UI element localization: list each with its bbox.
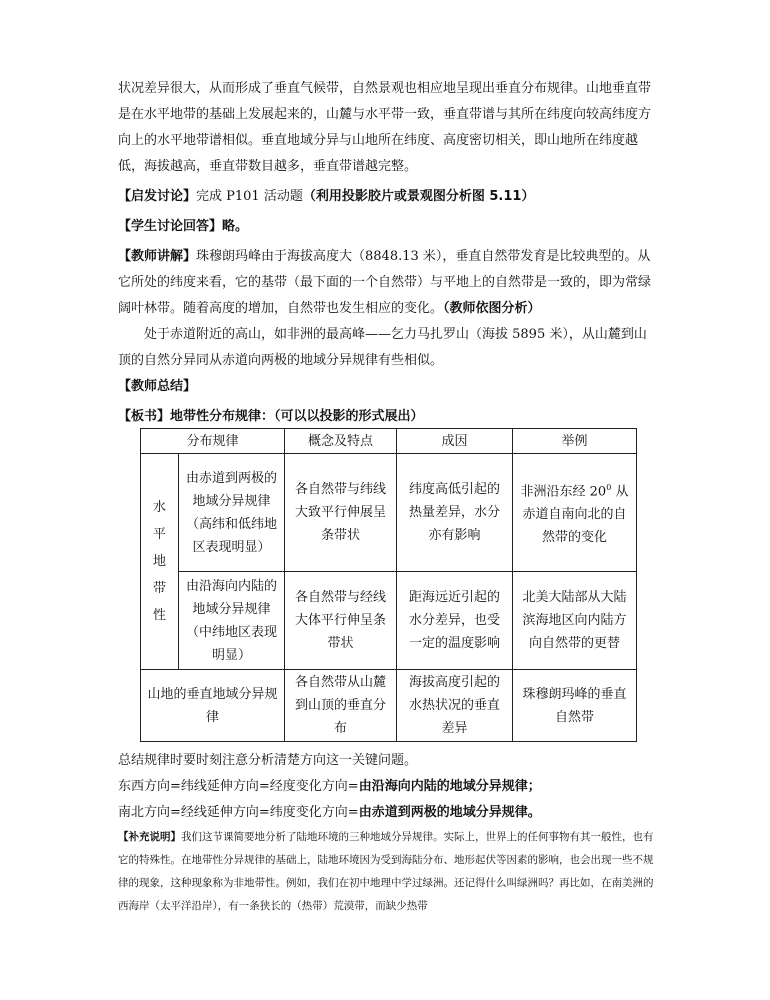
supplement-paragraph xyxy=(118,826,658,918)
board-line xyxy=(118,404,658,430)
example-text: 从赤道自南向北的自然带的变化 xyxy=(522,484,629,546)
teacher-explain-note: （教师依图分析） xyxy=(443,301,541,316)
discussion-text: 完成 P101 活动题 xyxy=(196,189,303,204)
table-header: 举例 xyxy=(513,429,637,454)
teacher-explain-paragraph xyxy=(118,244,658,322)
horizontal-zonation-label: 水平地带性 xyxy=(152,500,166,623)
supplement-text: 我们这节课简要地分析了陆地环境的三种地域分异规律。实际上，世界上的任何事物有其一般性，也有它的特殊性。在地带性分异规律的基础上，陆地环境因为受到海陆分布、地形起伏等因素的影响，也会出现一些不规律的现象，这种现象称为非地带性。例如，我们在初中地理中学过绿洲。还记得什么叫绿洲吗？再比如，在南美洲的西海岸（太平洋沿岸），有一条狭长的（热带）荒漠带，而缺少热带 xyxy=(118,831,654,912)
table-cell: 纬度高低引起的热量差异，水分亦有影响 xyxy=(397,454,513,572)
east-west-line xyxy=(118,774,658,800)
table-cell: 各自然带与纬线大致平行伸展呈条带状 xyxy=(285,454,397,572)
table-cell: 山地的垂直地域分异规律 xyxy=(141,670,285,742)
zonation-table xyxy=(140,428,637,742)
main-text xyxy=(118,76,658,430)
discussion-line xyxy=(118,184,658,210)
table-row xyxy=(141,670,637,742)
table-cell: 距海远近引起的水分差异，也受一定的温度影响 xyxy=(397,572,513,670)
table-cell: 各自然带与经线大体平行伸呈条带状 xyxy=(285,572,397,670)
table-cell: 由赤道到两极的地域分异规律（高纬和低纬地区表现明显） xyxy=(179,454,285,572)
table-cell: 各自然带从山麓到山顶的垂直分布 xyxy=(285,670,397,742)
teacher-summary-label: 【教师总结】 xyxy=(118,379,197,394)
table-header: 成因 xyxy=(397,429,513,454)
east-west-rule: 由沿海向内陆的地域分异规律； xyxy=(358,779,541,794)
paragraph-vertical-zones: 状况差异很大，从而形成了垂直气候带，自然景观也相应地呈现出垂直分布规律。山地垂直带是在水平地带的基础上发展起来的，山麓与水平带一致，垂直带谱与其所在纬度向较高纬度方向上的水平地带谱相似。垂直地域分异与山地所在纬度、高度密切相关，即山地所在纬度越低，海拔越高，垂直带数目越多，垂直带谱越完整。 xyxy=(118,81,652,174)
table-header: 概念及特点 xyxy=(285,429,397,454)
table-header-row xyxy=(141,429,637,454)
north-south-line xyxy=(118,800,658,826)
degree-superscript: 0 xyxy=(606,482,612,492)
supplement-label: 【补充说明】 xyxy=(118,831,181,843)
example-text: 非洲沿东经 20 xyxy=(520,484,607,500)
discussion-note: （利用投影胶片或景观图分析图 5.11） xyxy=(302,189,535,204)
table-header: 分布规律 xyxy=(141,429,285,454)
teacher-explain-label: 【教师讲解】 xyxy=(118,249,197,264)
table-cell: 海拔高度引起的水热状况的垂直差异 xyxy=(397,670,513,742)
table-cell xyxy=(513,454,637,572)
kilimanjaro-paragraph: 处于赤道附近的高山，如非洲的最高峰——乞力马扎罗山（海拔 5895 米），从山麓到山顶的自然分异同从赤道向两极的地域分异规律有些相似。 xyxy=(118,327,647,368)
after-table-text xyxy=(118,748,658,918)
table-cell: 珠穆朗玛峰的垂直自然带 xyxy=(513,670,637,742)
horizontal-zonation-cell xyxy=(141,454,179,670)
teacher-explain-text: 珠穆朗玛峰由于海拔高度大（8848.13 米），垂直自然带发育是比较典型的。从它所处的纬度来看，它的基带（最下面的一个自然带）与平地上的自然带是一致的，即为常绿阔叶林带。随着高度的增加，自然带也发生相应的变化。 xyxy=(118,249,652,316)
north-south-rule: 由赤道到两极的地域分异规律。 xyxy=(358,805,541,820)
table-row xyxy=(141,454,637,572)
board-title: 地带性分布规律： xyxy=(170,409,275,424)
north-south-text: 南北方向=经线延伸方向=纬度变化方向= xyxy=(118,805,359,820)
student-answer-text: 略。 xyxy=(222,219,249,234)
east-west-text: 东西方向=纬线延伸方向=经度变化方向= xyxy=(118,779,359,794)
student-answer-line xyxy=(118,214,658,240)
table-row xyxy=(141,572,637,670)
board-note: （可以以投影的形式展出） xyxy=(274,409,424,424)
table-cell: 北美大陆部从大陆滨海地区向内陆方向自然带的更替 xyxy=(513,572,637,670)
student-answer-label: 【学生讨论回答】 xyxy=(118,219,223,234)
discussion-label: 【启发讨论】 xyxy=(118,189,197,204)
table-cell: 由沿海向内陆的地域分异规律（中纬地区表现明显） xyxy=(179,572,285,670)
key-note-line: 总结规律时要时刻注意分析清楚方向这一关键问题。 xyxy=(118,753,418,768)
board-label: 【板书】 xyxy=(118,409,171,424)
